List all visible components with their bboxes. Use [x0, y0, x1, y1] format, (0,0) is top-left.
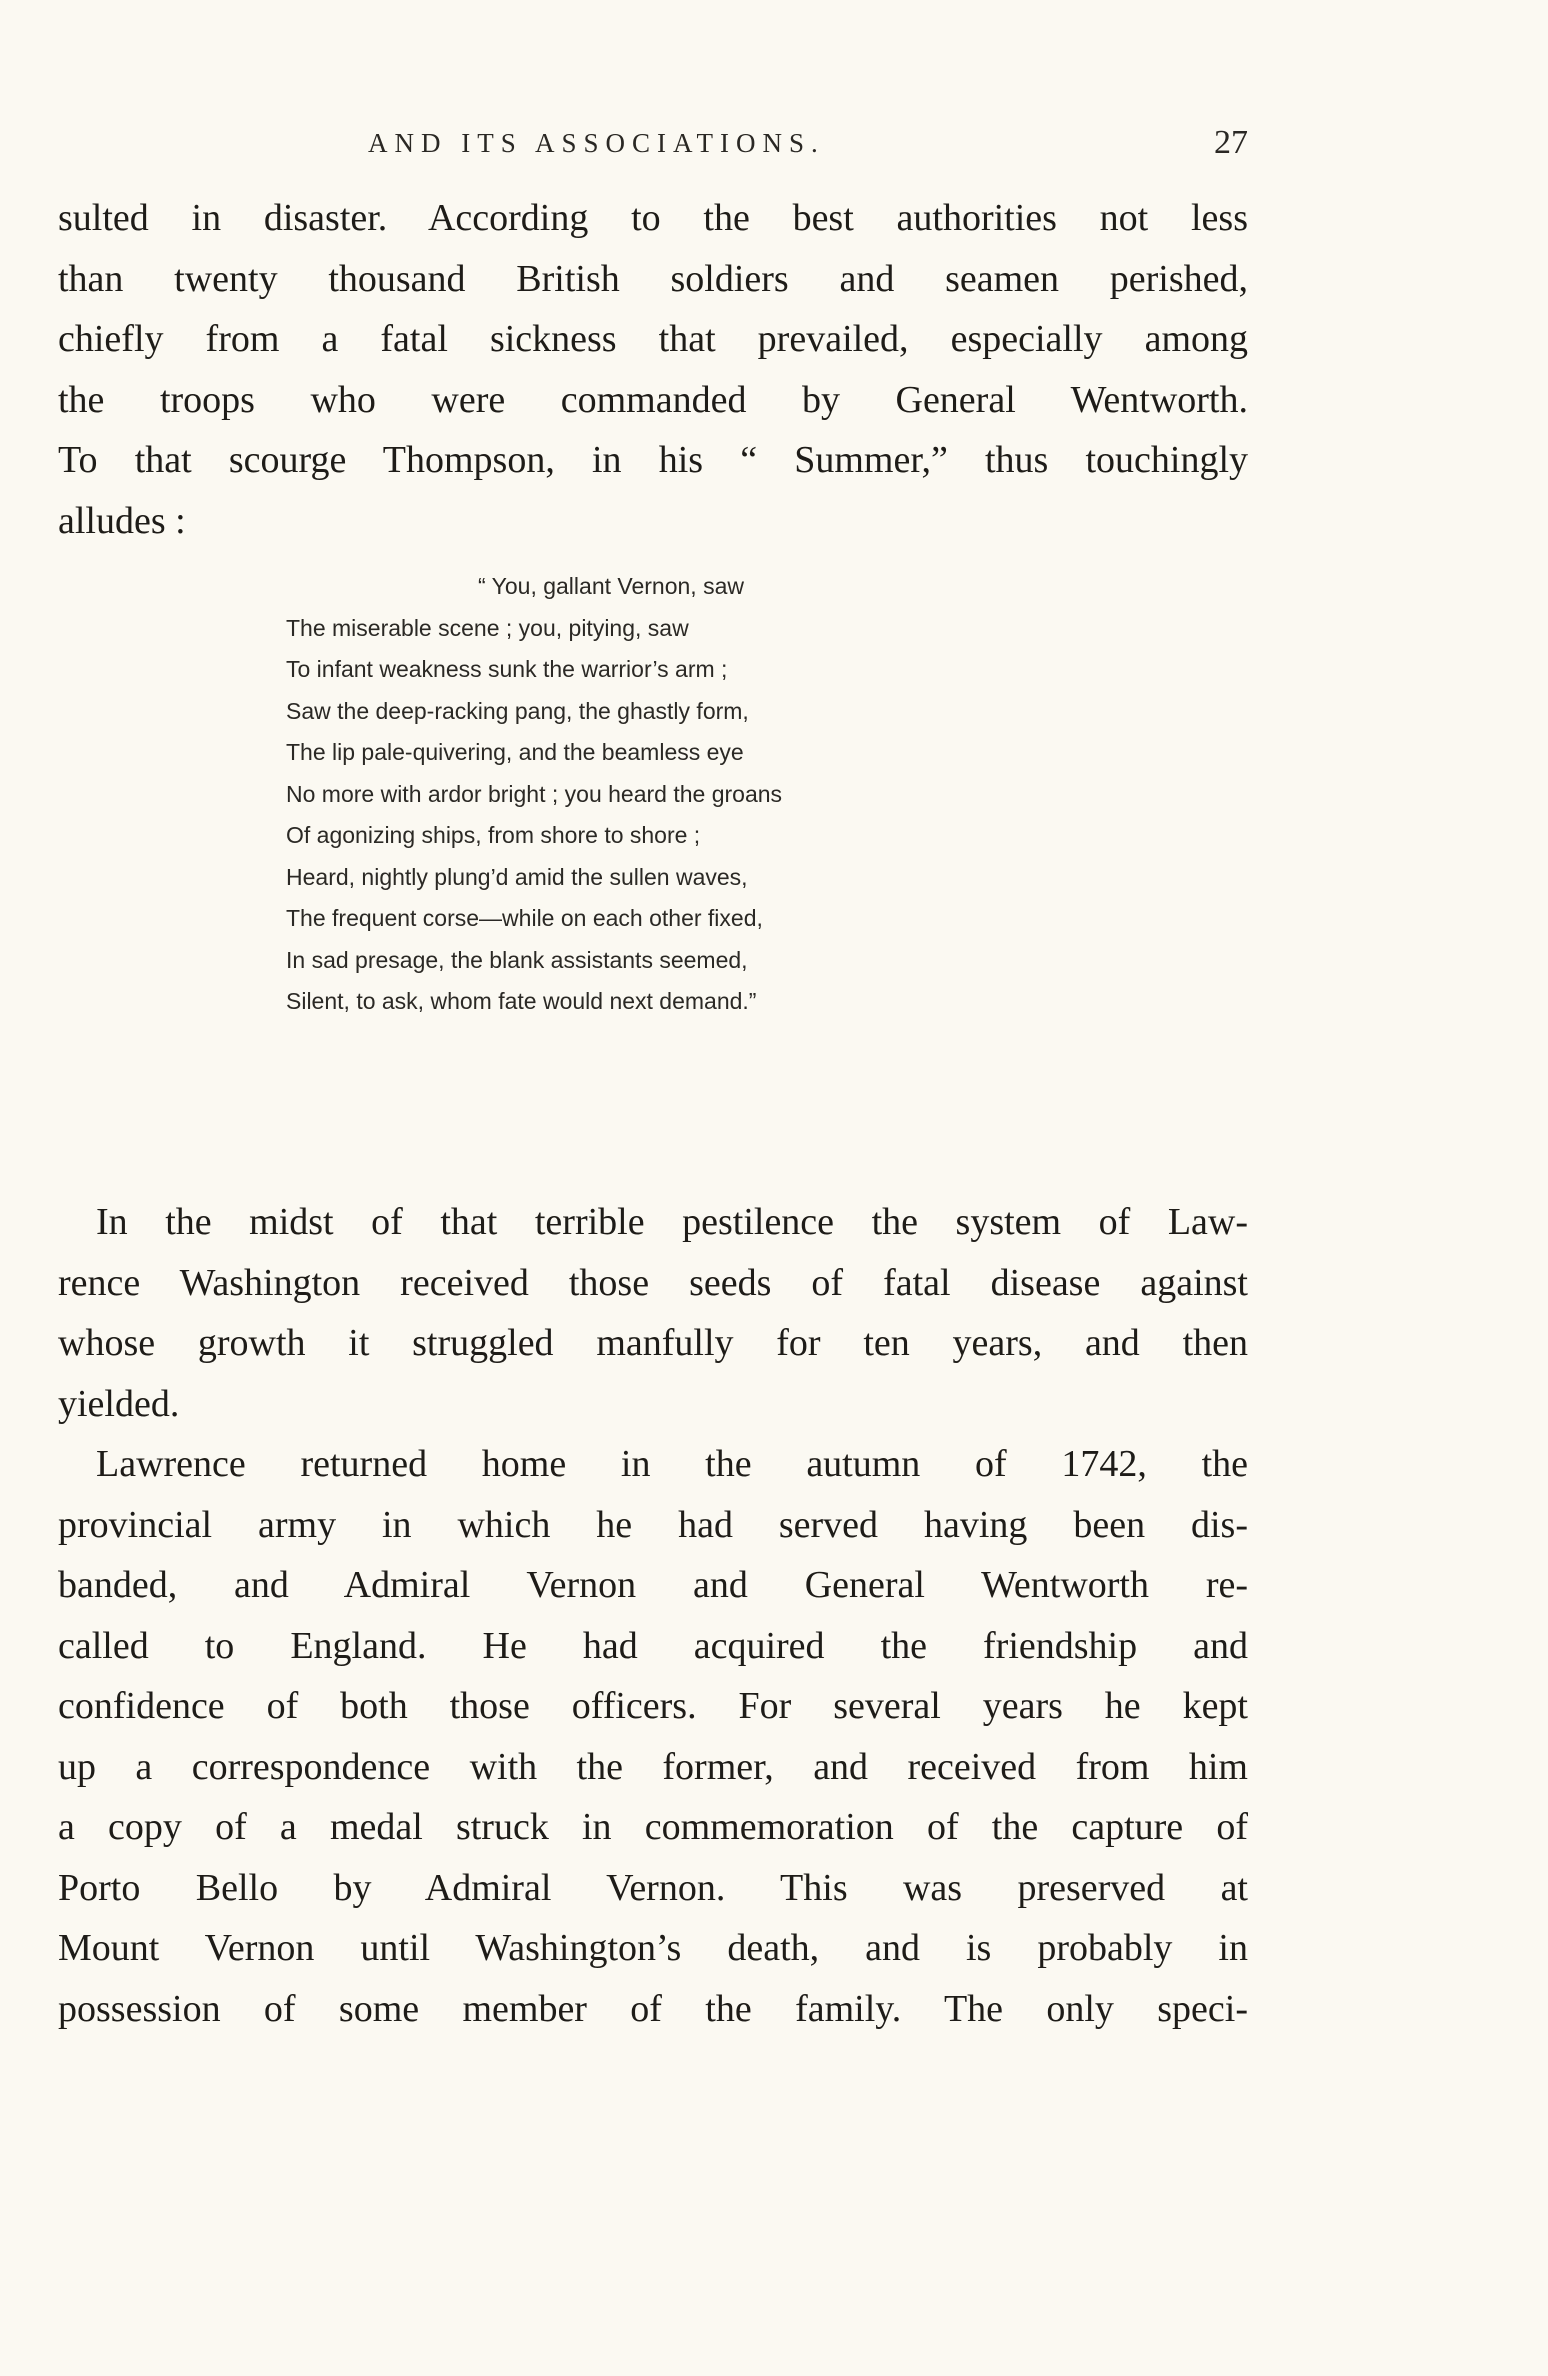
text-line: Lawrence returned home in the autumn of 1742, the — [96, 1443, 1248, 1485]
text-line: than twenty thousand British soldiers and seamen perished, — [58, 257, 1248, 300]
text-line: sulted in disaster. According to the best authorities not less — [58, 197, 1248, 239]
page-number: 27 — [1214, 124, 1248, 161]
text-line: rence Washington received those seeds of fatal disease against — [58, 1261, 1248, 1304]
text-line: To that scourge Thompson, in his “ Summer,” thus touchingly — [58, 439, 1248, 481]
poem-line: The miserable scene ; you, pitying, saw — [286, 614, 689, 641]
text-line: In the midst of that terrible pestilence the system of Law- — [96, 1201, 1248, 1243]
text-line: Mount Vernon until Washington’s death, and is probably in — [58, 1927, 1248, 1969]
poem-line: “ You, gallant Vernon, saw — [478, 573, 744, 599]
running-title: AND ITS ASSOCIATIONS. — [368, 128, 825, 158]
text-line: Porto Bello by Admiral Vernon. This was preserved at — [58, 1866, 1248, 1909]
poem-quotation — [286, 566, 1006, 1023]
text-line: whose growth it struggled manfully for ten years, and then — [58, 1322, 1248, 1364]
poem-line: Of agonizing ships, from shore to shore ; — [286, 822, 701, 848]
poem-line: Saw the deep-racking pang, the ghastly form, — [286, 697, 749, 724]
poem-line: To infant weakness sunk the warrior’s arm ; — [286, 656, 728, 682]
text-line: banded, and Admiral Vernon and General Wentworth re- — [58, 1564, 1248, 1606]
text-line: a copy of a medal struck in commemoration of the capture of — [58, 1806, 1248, 1848]
text-line: up a correspondence with the former, and received from him — [58, 1745, 1248, 1788]
paragraph-2 — [58, 1192, 1248, 1434]
text-line: chiefly from a fatal sickness that prevailed, especially among — [58, 318, 1248, 360]
text-line: called to England. He had acquired the friendship and — [58, 1624, 1248, 1667]
poem-line: The lip pale-quivering, and the beamless eye — [286, 739, 744, 765]
poem-line: Heard, nightly plung’d amid the sullen waves, — [286, 863, 748, 890]
running-head — [58, 124, 1248, 168]
text-line: provincial army in which he had served having been dis- — [58, 1503, 1248, 1546]
paragraph-3 — [58, 1434, 1248, 2039]
poem-line: No more with ardor bright ; you heard the groans — [286, 780, 783, 807]
text-line: alludes : — [58, 499, 186, 542]
text-line: possession of some member of the family. The only speci- — [58, 1987, 1248, 2030]
paragraph-1 — [58, 188, 1248, 551]
text-line: yielded. — [58, 1382, 180, 1425]
poem-line: Silent, to ask, whom fate would next demand.” — [286, 988, 757, 1014]
poem-line: The frequent corse—while on each other fixed, — [286, 905, 763, 931]
text-line: the troops who were commanded by General Wentworth. — [58, 378, 1248, 421]
poem-line: In sad presage, the blank assistants seemed, — [286, 946, 748, 973]
text-line: confidence of both those officers. For several years he kept — [58, 1685, 1248, 1727]
